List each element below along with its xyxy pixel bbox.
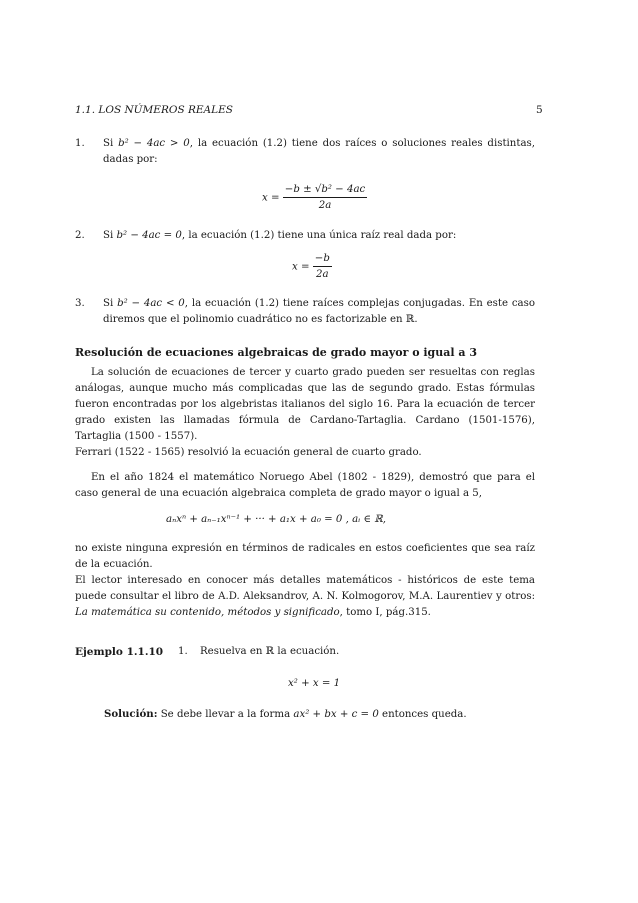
solution-line: Solución: Se debe llevar a la forma ax² + bx + c = 0 entonces queda.	[104, 708, 467, 720]
running-header-title: 1.1. LOS NÚMEROS REALES	[75, 104, 233, 116]
paragraph-ferrari: Ferrari (1522 - 1565) resolvió la ecuación general de cuarto grado.	[75, 447, 422, 458]
paragraph-abel: En el año 1824 el matemático Noruego Abel (1802 - 1829), demostró que para el caso general de una ecuación algebraica completa de grado mayor o igual a 5,	[75, 472, 535, 499]
case-number: 3.	[75, 298, 85, 309]
page-number: 5	[536, 104, 543, 116]
quadratic-formula: x = $\frac{\text{−b ± √b² − 4ac}}{2a}$	[262, 184, 366, 211]
double-root-formula: x = $\frac{-b}{2a}$	[292, 253, 330, 280]
case-text: Si b² − 4ac = 0, la ecuación (1.2) tiene una única raíz real dada por:	[103, 230, 457, 241]
example-statement: Resuelva en ℝ la ecuación.	[200, 646, 340, 657]
example-equation: x² + x = 1	[288, 678, 341, 689]
case-number: 1.	[75, 138, 85, 149]
paragraph-no-radicals: no existe ninguna expresión en términos de radicales en estos coeficientes que sea raíz de la ecuación.	[75, 543, 535, 570]
book-title: La matemática su contenido, métodos y significado	[75, 607, 340, 618]
general-polynomial-equation: aₙxⁿ + aₙ₋₁xⁿ⁻¹ + ··· + a₁x + a₀ = 0 , aᵢ ∈ ℝ,	[166, 514, 386, 525]
case-text: Si b² − 4ac > 0, la ecuación (1.2) tiene dos raíces o soluciones reales distintas, dadas por:	[103, 138, 535, 165]
condition-formula: b² − 4ac = 0	[116, 230, 182, 241]
case-text: Si b² − 4ac < 0, la ecuación (1.2) tiene raíces complejas conjugadas. En este caso diremos que el polinomio cuadrático no es factorizable en ℝ.	[103, 298, 535, 325]
formula-numerator: −b ± √b² − 4ac	[283, 184, 367, 198]
formula-denominator: 2a	[318, 200, 332, 211]
paragraph-history: La solución de ecuaciones de tercer y cuarto grado pueden ser resueltas con reglas análogas, aunque mucho más complicadas que las de segundo grado. Estas fórmulas fueron encontradas por los algebristas italianos del siglo 16. Para la ecuación de tercer grado existen las llamadas fórmula de Cardano-Tartaglia. Cardano (1501-1576), Tartaglia (1500 - 1557).	[75, 367, 535, 442]
example-label: Ejemplo 1.1.10	[75, 646, 164, 658]
formula-denominator: 2a	[316, 269, 329, 280]
example-item-number: 1.	[178, 646, 188, 657]
paragraph-reference: El lector interesado en conocer más detalles matemáticos - históricos de este tema puede consultar el libro de A.D. Aleksandrov, A. N. Kolmogorov, M.A. Laurentiev y otros: La matemática su contenido, métodos y significado, tomo I, pág.315.	[75, 575, 535, 618]
solution-label: Solución:	[104, 708, 158, 720]
formula-numerator: −b	[313, 253, 332, 267]
case-number: 2.	[75, 230, 85, 241]
case-item-3	[75, 296, 535, 332]
section-heading: Resolución de ecuaciones algebraicas de grado mayor o igual a 3	[75, 346, 477, 359]
case-item-2	[75, 228, 535, 248]
condition-formula: b² − 4ac > 0	[118, 138, 190, 149]
standard-form-formula: ax² + bx + c = 0	[293, 709, 379, 720]
condition-formula: b² − 4ac < 0	[117, 298, 185, 309]
